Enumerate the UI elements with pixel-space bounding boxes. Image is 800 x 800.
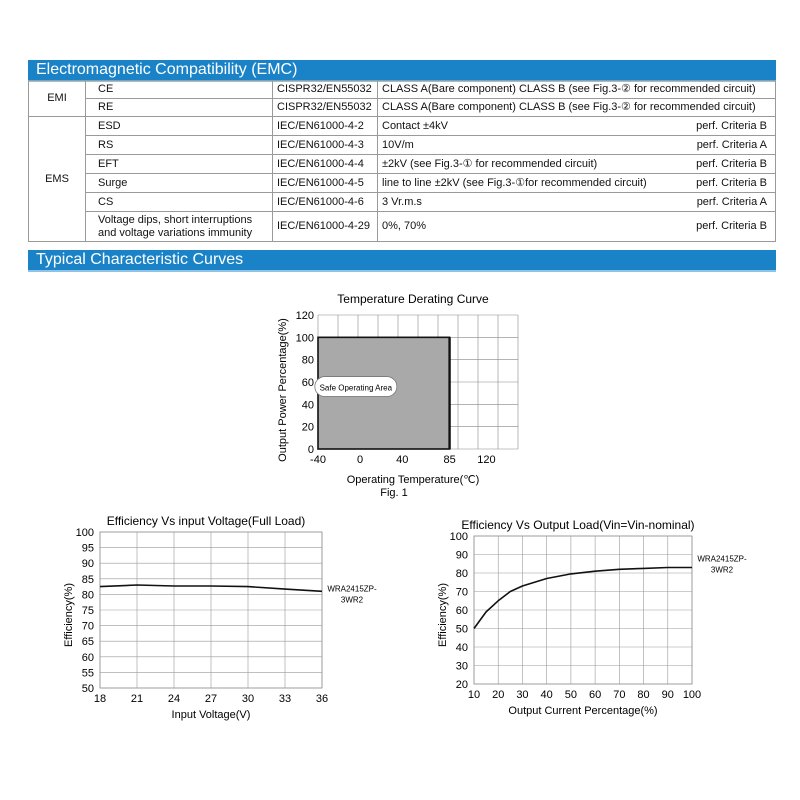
emc-standard: IEC/EN61000-4-3: [273, 136, 378, 155]
x-tick-label: 36: [315, 693, 329, 705]
emc-criteria: perf. Criteria B: [696, 119, 767, 132]
emc-standard: IEC/EN61000-4-5: [273, 174, 378, 193]
table-row: [29, 212, 776, 242]
emc-desc: Contact ±4kV: [382, 119, 448, 132]
series-label: 3WR2: [340, 595, 364, 605]
emc-standard: IEC/EN61000-4-6: [273, 193, 378, 212]
efficiency-vs-input-chart: [40, 505, 400, 735]
derating-chart: [260, 285, 550, 505]
emc-item: RE: [86, 99, 273, 117]
y-tick-label: 80: [455, 568, 468, 580]
y-tick-label: 60: [301, 377, 314, 389]
y-tick-label: 100: [449, 531, 468, 543]
emc-desc: CLASS A(Bare component) CLASS B (see Fig.3-② for recommended circuit): [378, 81, 776, 99]
chart-title: Efficiency Vs input Voltage(Full Load): [106, 514, 306, 528]
x-tick-label: 85: [443, 454, 456, 466]
x-tick-label: 40: [396, 454, 409, 466]
x-tick-label: 30: [241, 693, 255, 705]
efficiency-series-line: [474, 568, 692, 629]
emc-criteria: perf. Criteria A: [696, 195, 767, 208]
x-tick-label: 21: [130, 693, 144, 705]
y-tick-label: 65: [81, 636, 94, 649]
x-tick-label: 10: [467, 689, 481, 701]
curves-section-header: [28, 250, 776, 270]
x-tick-label: 120: [477, 454, 496, 466]
table-row: [29, 193, 776, 212]
emc-desc: ±2kV (see Fig.3-① for recommended circuit): [382, 157, 598, 170]
emi-group-label: EMI: [29, 81, 86, 117]
series-label: WRA2415ZP-: [697, 554, 747, 564]
x-tick-label: 80: [637, 689, 650, 701]
table-row: [29, 155, 776, 174]
emc-item: Voltage dips, short interruptions: [98, 213, 253, 226]
x-tick-label: 70: [613, 689, 626, 701]
emc-criteria: perf. Criteria B: [696, 176, 767, 189]
y-tick-label: 80: [81, 589, 94, 602]
x-axis-label: Input Voltage(V): [171, 709, 251, 721]
emc-desc: line to line ±2kV (see Fig.3-①for recommended circuit): [382, 176, 647, 189]
x-axis-label: Output Current Percentage(%): [508, 705, 658, 717]
emc-section-header: [28, 60, 776, 80]
emc-item: EFT: [86, 155, 273, 174]
y-tick-label: 0: [307, 444, 314, 456]
figure-caption: Fig. 1: [380, 487, 408, 499]
emc-desc: CLASS A(Bare component) CLASS B (see Fig.3-② for recommended circuit): [378, 99, 776, 117]
emc-standard: CISPR32/EN55032: [273, 81, 378, 99]
y-tick-label: 90: [81, 558, 94, 571]
y-tick-label: 20: [455, 679, 468, 691]
chart-title: Temperature Derating Curve: [337, 292, 489, 306]
y-tick-label: 75: [81, 605, 94, 617]
x-tick-label: 24: [167, 693, 181, 705]
emc-desc: 0%, 70%: [382, 220, 427, 232]
efficiency-vs-load-chart: [420, 505, 780, 735]
emc-item: CE: [86, 81, 273, 99]
x-tick-label: 40: [540, 689, 553, 701]
y-axis-label: Efficiency(%): [63, 583, 75, 647]
emc-standard: CISPR32/EN55032: [273, 99, 378, 117]
table-row: [29, 136, 776, 155]
x-tick-label: 50: [564, 689, 578, 701]
y-tick-label: 60: [81, 651, 94, 664]
x-tick-label: 18: [93, 693, 107, 705]
table-row: [29, 174, 776, 193]
series-label: WRA2415ZP-: [327, 584, 377, 594]
table-row: [29, 81, 776, 99]
x-tick-label: 27: [204, 693, 218, 705]
emc-desc: 10V/m: [382, 138, 414, 151]
emc-standard: IEC/EN61000-4-2: [273, 117, 378, 136]
y-tick-label: 80: [301, 354, 314, 367]
emc-item: CS: [86, 193, 273, 212]
emc-table: [28, 80, 776, 242]
y-tick-label: 40: [301, 399, 314, 412]
emc-standard: IEC/EN61000-4-4: [273, 155, 378, 174]
x-tick-label: 100: [682, 689, 702, 701]
emc-criteria: perf. Criteria B: [696, 220, 767, 232]
y-tick-label: 30: [455, 660, 468, 673]
y-tick-label: 100: [75, 527, 94, 539]
annotation-label: Safe Operating Area: [319, 383, 393, 393]
table-row: [29, 117, 776, 136]
y-tick-label: 120: [295, 310, 314, 322]
y-tick-label: 60: [455, 605, 468, 617]
emc-desc: 3 Vr.m.s: [382, 195, 422, 208]
table-row: [29, 99, 776, 117]
emc-item-line2: and voltage variations immunity: [98, 226, 253, 239]
x-tick-label: -40: [310, 454, 326, 466]
chart-title: Efficiency Vs Output Load(Vin=Vin-nominal): [461, 518, 695, 532]
x-axis-label: Operating Temperature(℃): [346, 474, 480, 486]
y-tick-label: 40: [455, 642, 468, 654]
x-tick-label: 90: [661, 689, 674, 701]
series-label: 3WR2: [710, 565, 734, 575]
y-tick-label: 20: [301, 421, 314, 434]
x-tick-label: 0: [357, 454, 364, 466]
y-axis-label: Efficiency(%): [437, 583, 449, 647]
x-tick-label: 60: [588, 689, 602, 701]
emc-item: Surge: [86, 174, 273, 193]
x-tick-label: 30: [516, 689, 529, 701]
y-tick-label: 70: [81, 620, 94, 633]
x-tick-label: 33: [278, 693, 292, 705]
y-tick-label: 90: [455, 549, 468, 562]
y-tick-label: 100: [295, 332, 314, 345]
y-tick-label: 85: [81, 573, 94, 586]
y-tick-label: 70: [455, 586, 468, 599]
curves-section-title: Typical Characteristic Curves: [36, 251, 244, 268]
y-tick-label: 95: [81, 542, 94, 555]
emc-criteria: perf. Criteria A: [696, 138, 767, 151]
ems-group-label: EMS: [29, 117, 86, 242]
emc-item: RS: [86, 136, 273, 155]
y-tick-label: 50: [455, 623, 468, 636]
y-tick-label: 55: [81, 667, 94, 680]
x-tick-label: 20: [492, 689, 505, 701]
emc-standard: IEC/EN61000-4-29: [273, 212, 378, 242]
emc-section-title: Electromagnetic Compatibility (EMC): [36, 61, 298, 78]
emc-item: ESD: [86, 117, 273, 136]
y-axis-label: Output Power Percentage(%): [277, 318, 289, 462]
emc-criteria: perf. Criteria B: [696, 157, 767, 170]
y-tick-label: 50: [81, 683, 94, 695]
